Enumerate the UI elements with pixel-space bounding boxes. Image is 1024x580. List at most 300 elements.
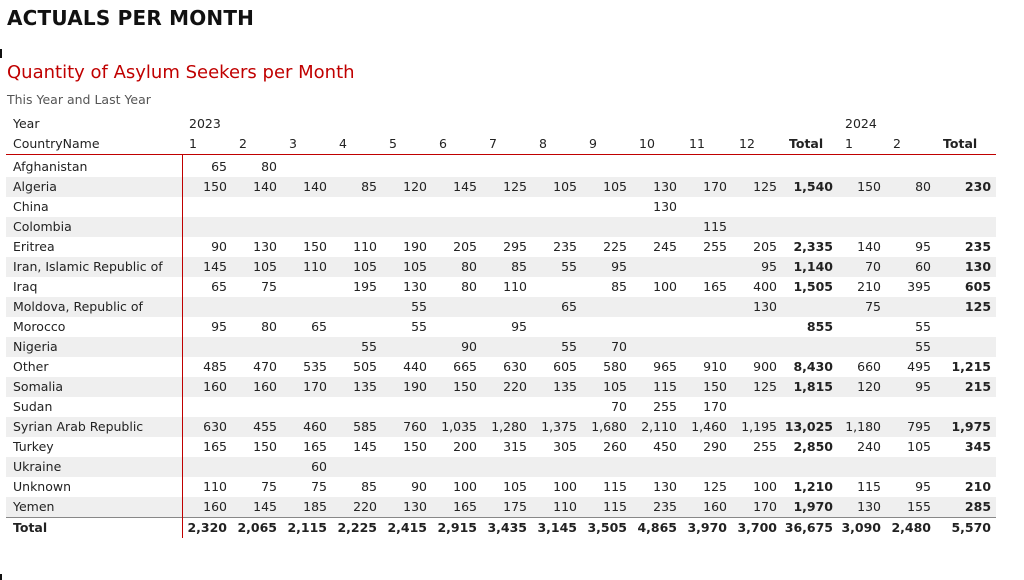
value-cell	[532, 317, 582, 337]
value-cell	[886, 197, 936, 217]
value-cell	[632, 457, 682, 477]
value-cell	[682, 457, 732, 477]
value-cell	[382, 155, 432, 178]
value-cell: 150	[838, 177, 886, 197]
value-cell: 145	[182, 257, 232, 277]
table-row[interactable]	[6, 277, 996, 297]
value-cell: 75	[838, 297, 886, 317]
value-cell: 115	[682, 217, 732, 237]
value-cell: 115	[603, 479, 627, 494]
month-header-2023-11[interactable]: 11	[682, 134, 732, 155]
value-cell: 130	[732, 297, 782, 317]
value-cell	[632, 155, 682, 178]
value-cell	[282, 337, 332, 357]
country-name: Iraq	[6, 277, 182, 297]
value-cell: 130	[403, 279, 427, 294]
value-cell	[532, 155, 582, 178]
value-cell	[332, 297, 382, 317]
table-row[interactable]	[6, 177, 996, 197]
value-cell: 170	[282, 377, 332, 397]
month-header-2024-1[interactable]: 1	[838, 134, 886, 155]
value-cell: 190	[382, 377, 432, 397]
table-row[interactable]	[6, 197, 996, 217]
value-cell: 485	[203, 359, 227, 374]
value-cell: 395	[907, 279, 932, 294]
value-cell: 160	[682, 497, 732, 518]
month-header-2023-12[interactable]: 12	[732, 134, 782, 155]
value-cell: 170	[703, 399, 727, 414]
value-cell	[432, 317, 482, 337]
value-cell	[432, 457, 482, 477]
value-cell	[432, 155, 482, 178]
value-cell: 210	[857, 279, 882, 294]
value-cell: 295	[503, 239, 527, 254]
value-cell: 630	[182, 417, 232, 437]
value-cell	[732, 317, 782, 337]
divider-mark	[0, 49, 2, 58]
value-cell: 185	[282, 497, 332, 518]
country-name: Algeria	[6, 177, 182, 197]
value-cell	[632, 257, 682, 277]
row-total-cell	[936, 397, 996, 417]
row-total-cell	[782, 397, 838, 417]
value-cell: 80	[461, 279, 477, 294]
value-cell: 80	[261, 159, 277, 174]
row-total-cell	[782, 217, 838, 237]
country-name: Moldova, Republic of	[6, 297, 182, 317]
value-cell: 1,680	[582, 417, 632, 437]
value-cell	[182, 397, 232, 417]
value-cell: 580	[603, 359, 627, 374]
value-cell: 120	[838, 377, 886, 397]
value-cell: 135	[332, 377, 382, 397]
value-cell: 105	[503, 479, 527, 494]
value-cell: 255	[653, 399, 677, 414]
row-total-cell: 855	[806, 319, 834, 334]
value-cell: 910	[703, 359, 727, 374]
month-header-2023-1[interactable]: 1	[182, 134, 232, 155]
value-cell	[532, 197, 582, 217]
row-total-cell: 13,025	[782, 417, 838, 437]
value-cell: 190	[403, 239, 427, 254]
value-cell: 460	[282, 417, 332, 437]
table-row[interactable]	[6, 437, 996, 457]
country-name: Colombia	[6, 217, 182, 237]
value-cell: 205	[453, 239, 477, 254]
month-header-2023-4[interactable]: 4	[332, 134, 382, 155]
value-cell	[182, 217, 232, 237]
value-cell: 220	[482, 377, 532, 397]
row-total-cell: 2,850	[793, 439, 834, 454]
matrix-table[interactable]	[6, 114, 996, 538]
country-name: Morocco	[6, 317, 182, 337]
value-cell: 80	[886, 177, 936, 197]
value-cell: 2,065	[232, 518, 282, 539]
value-cell: 70	[611, 399, 627, 414]
value-cell: 90	[432, 337, 482, 357]
value-cell: 175	[482, 497, 532, 518]
value-cell: 95	[732, 257, 782, 277]
value-cell: 155	[886, 497, 936, 518]
value-cell	[682, 317, 732, 337]
value-cell	[232, 217, 282, 237]
value-cell	[382, 457, 432, 477]
value-cell: 105	[382, 257, 432, 277]
value-cell: 130	[632, 177, 682, 197]
value-cell: 145	[432, 177, 482, 197]
value-cell: 125	[703, 479, 727, 494]
value-cell: 105	[332, 257, 382, 277]
row-total-cell	[936, 457, 996, 477]
row-total-cell: 605	[964, 279, 992, 294]
header-row-month	[6, 134, 996, 155]
value-cell	[282, 277, 332, 297]
row-total-cell: 8,430	[793, 359, 834, 374]
value-cell	[282, 155, 332, 178]
value-cell	[432, 297, 482, 317]
value-cell: 235	[632, 497, 682, 518]
table-row[interactable]	[6, 337, 996, 357]
value-cell: 505	[353, 359, 377, 374]
value-cell: 2,225	[332, 518, 382, 539]
value-cell: 105	[532, 177, 582, 197]
value-cell	[382, 397, 432, 417]
value-cell	[282, 197, 332, 217]
row-total-cell: 5,570	[936, 518, 996, 539]
value-cell: 195	[353, 279, 377, 294]
month-header-2023-9[interactable]: 9	[582, 134, 632, 155]
value-cell: 145	[353, 439, 377, 454]
value-cell: 3,435	[482, 518, 532, 539]
value-cell	[332, 197, 382, 217]
table-row[interactable]	[6, 377, 996, 397]
country-name: Turkey	[6, 437, 182, 457]
value-cell	[682, 337, 732, 357]
value-cell: 105	[582, 377, 632, 397]
value-cell: 85	[332, 177, 382, 197]
value-cell: 70	[582, 337, 632, 357]
value-cell	[332, 155, 382, 178]
value-cell: 150	[432, 377, 482, 397]
value-cell	[582, 217, 632, 237]
row-total-cell	[782, 337, 838, 357]
value-cell	[886, 397, 936, 417]
value-cell: 1,195	[732, 417, 782, 437]
value-cell: 150	[403, 439, 427, 454]
row-total-cell: 1,505	[793, 279, 834, 294]
value-cell: 110	[532, 497, 582, 518]
total-header-2023[interactable]: Total	[782, 134, 838, 155]
value-cell	[838, 397, 886, 417]
row-total-cell	[782, 457, 838, 477]
total-row[interactable]	[6, 518, 996, 539]
country-name: Eritrea	[6, 237, 182, 257]
value-cell	[732, 155, 782, 178]
value-cell: 70	[838, 257, 886, 277]
table-row[interactable]	[6, 317, 996, 337]
value-cell: 165	[203, 439, 227, 454]
visual-subtitle: This Year and Last Year	[7, 92, 151, 107]
value-cell: 900	[753, 359, 777, 374]
value-cell: 220	[332, 497, 382, 518]
value-cell	[232, 337, 282, 357]
value-cell	[532, 397, 582, 417]
value-cell: 105	[907, 439, 932, 454]
value-cell	[282, 217, 332, 237]
table-row[interactable]	[6, 457, 996, 477]
value-cell: 110	[282, 257, 332, 277]
value-cell	[182, 197, 232, 217]
value-cell: 125	[482, 177, 532, 197]
value-cell	[282, 397, 332, 417]
value-cell: 120	[382, 177, 432, 197]
value-cell: 305	[553, 439, 577, 454]
row-total-cell: 235	[964, 239, 992, 254]
value-cell	[482, 457, 532, 477]
value-cell: 165	[303, 439, 327, 454]
table-row[interactable]	[6, 155, 996, 178]
value-cell: 140	[282, 177, 332, 197]
table-row[interactable]	[6, 397, 996, 417]
value-cell	[482, 337, 532, 357]
country-name: Sudan	[6, 397, 182, 417]
value-cell	[282, 297, 332, 317]
value-cell: 450	[653, 439, 677, 454]
value-cell: 130	[653, 199, 677, 214]
value-cell	[332, 457, 382, 477]
year-header-2023[interactable]: 2023	[189, 116, 221, 131]
value-cell: 2,915	[432, 518, 482, 539]
value-cell	[732, 337, 782, 357]
country-name: Iran, Islamic Republic of	[6, 257, 182, 277]
value-cell: 95	[511, 319, 527, 334]
table-row[interactable]	[6, 297, 996, 317]
value-cell: 3,145	[532, 518, 582, 539]
row-total-cell: 130	[936, 257, 996, 277]
value-cell	[182, 457, 232, 477]
value-cell: 55	[886, 337, 936, 357]
value-cell	[232, 297, 282, 317]
value-cell: 55	[915, 319, 932, 334]
value-cell: 85	[361, 479, 377, 494]
value-cell	[582, 297, 632, 317]
table-row[interactable]	[6, 357, 996, 377]
value-cell	[682, 197, 732, 217]
value-cell: 150	[182, 177, 232, 197]
value-cell: 160	[232, 377, 282, 397]
value-cell: 60	[886, 257, 936, 277]
value-cell	[432, 197, 482, 217]
row-total-cell: 285	[936, 497, 996, 518]
value-cell: 55	[532, 337, 582, 357]
month-header-2023-3[interactable]: 3	[282, 134, 332, 155]
value-cell	[482, 197, 532, 217]
month-header-2023-8[interactable]: 8	[532, 134, 582, 155]
value-cell: 125	[732, 177, 782, 197]
table-row[interactable]	[6, 217, 996, 237]
value-cell: 470	[253, 359, 277, 374]
value-cell: 80	[432, 257, 482, 277]
month-header-2023-10[interactable]: 10	[632, 134, 682, 155]
value-cell: 1,035	[432, 417, 482, 437]
value-cell	[838, 317, 886, 337]
row-total-cell	[936, 155, 996, 178]
value-cell	[532, 277, 582, 297]
value-cell: 225	[603, 239, 627, 254]
value-cell	[232, 397, 282, 417]
value-cell: 160	[182, 497, 232, 518]
value-cell	[838, 337, 886, 357]
month-header-2023-2[interactable]: 2	[232, 134, 282, 155]
value-cell	[582, 155, 632, 178]
country-name: Syrian Arab Republic	[6, 417, 182, 437]
value-cell	[732, 217, 782, 237]
value-cell	[732, 457, 782, 477]
value-cell: 160	[182, 377, 232, 397]
month-header-2023-5[interactable]: 5	[382, 134, 432, 155]
value-cell	[682, 257, 732, 277]
row-total-cell: 215	[936, 377, 996, 397]
value-cell: 165	[703, 279, 727, 294]
value-cell: 80	[261, 319, 277, 334]
month-header-2024-2[interactable]: 2	[886, 134, 936, 155]
value-cell: 255	[703, 239, 727, 254]
value-cell: 100	[653, 279, 677, 294]
total-row-label: Total	[6, 518, 182, 539]
value-cell	[582, 457, 632, 477]
value-cell: 2,320	[182, 518, 232, 539]
value-cell: 290	[703, 439, 727, 454]
value-cell	[332, 217, 382, 237]
value-cell: 55	[382, 297, 432, 317]
value-cell: 95	[915, 239, 932, 254]
value-cell	[382, 337, 432, 357]
value-cell: 140	[857, 239, 882, 254]
value-cell	[886, 155, 936, 178]
value-cell: 100	[453, 479, 477, 494]
table-row[interactable]	[6, 237, 996, 257]
value-cell	[886, 457, 936, 477]
divider-mark-bottom	[0, 574, 2, 580]
year-label: Year	[13, 116, 40, 131]
country-name: Other	[6, 357, 182, 377]
value-cell: 95	[211, 319, 227, 334]
value-cell	[838, 217, 886, 237]
value-cell: 130	[838, 497, 886, 518]
value-cell: 235	[553, 239, 577, 254]
total-header-grand[interactable]: Total	[936, 134, 996, 155]
value-cell: 90	[211, 239, 227, 254]
value-cell: 255	[753, 439, 777, 454]
value-cell	[432, 397, 482, 417]
row-total-cell	[936, 217, 996, 237]
year-header-2024[interactable]: 2024	[845, 116, 877, 131]
value-cell: 125	[732, 377, 782, 397]
value-cell: 3,505	[582, 518, 632, 539]
value-cell	[632, 317, 682, 337]
value-cell: 440	[403, 359, 427, 374]
value-cell	[886, 297, 936, 317]
row-total-cell	[936, 197, 996, 217]
value-cell: 2,480	[886, 518, 936, 539]
value-cell: 455	[232, 417, 282, 437]
country-label[interactable]: CountryName	[6, 134, 182, 155]
value-cell: 90	[411, 479, 427, 494]
value-cell	[382, 197, 432, 217]
value-cell: 55	[532, 257, 582, 277]
row-total-cell: 210	[964, 479, 992, 494]
value-cell: 85	[482, 257, 532, 277]
value-cell	[232, 197, 282, 217]
value-cell: 145	[232, 497, 282, 518]
matrix-body	[6, 155, 996, 539]
value-cell: 665	[453, 359, 477, 374]
value-cell: 630	[503, 359, 527, 374]
value-cell: 105	[232, 257, 282, 277]
value-cell: 130	[253, 239, 277, 254]
header-row-year	[6, 114, 996, 134]
table-row[interactable]	[6, 417, 996, 437]
value-cell: 2,115	[282, 518, 332, 539]
row-total-cell: 230	[936, 177, 996, 197]
value-cell	[632, 217, 682, 237]
value-cell	[838, 197, 886, 217]
value-cell: 130	[653, 479, 677, 494]
month-header-2023-6[interactable]: 6	[432, 134, 482, 155]
month-header-2023-7[interactable]: 7	[482, 134, 532, 155]
value-cell: 75	[261, 279, 277, 294]
row-total-cell: 2,335	[793, 239, 834, 254]
value-cell: 65	[532, 297, 582, 317]
value-cell: 4,865	[632, 518, 682, 539]
value-cell: 110	[203, 479, 227, 494]
value-cell: 115	[582, 497, 632, 518]
value-cell: 200	[453, 439, 477, 454]
value-cell	[382, 217, 432, 237]
row-total-cell: 36,675	[782, 518, 838, 539]
country-name: Unknown	[6, 477, 182, 497]
row-total-cell: 345	[964, 439, 992, 454]
value-cell	[482, 217, 532, 237]
value-cell	[232, 457, 282, 477]
row-total-cell	[782, 197, 838, 217]
value-cell: 75	[261, 479, 277, 494]
value-cell: 110	[503, 279, 527, 294]
value-cell: 1,375	[532, 417, 582, 437]
row-total-cell: 125	[936, 297, 996, 317]
value-cell: 110	[353, 239, 377, 254]
table-row[interactable]	[6, 257, 996, 277]
value-cell: 400	[753, 279, 777, 294]
value-cell: 585	[332, 417, 382, 437]
table-row[interactable]	[6, 477, 996, 497]
value-cell: 95	[582, 257, 632, 277]
value-cell	[182, 297, 232, 317]
table-row[interactable]	[6, 497, 996, 518]
value-cell: 55	[411, 319, 427, 334]
value-cell: 65	[211, 159, 227, 174]
row-total-cell	[936, 317, 996, 337]
value-cell: 115	[632, 377, 682, 397]
value-cell	[582, 197, 632, 217]
row-total-cell	[782, 297, 838, 317]
row-total-cell: 1,970	[782, 497, 838, 518]
value-cell: 115	[857, 479, 882, 494]
value-cell	[632, 297, 682, 317]
value-cell: 2,110	[632, 417, 682, 437]
value-cell: 130	[382, 497, 432, 518]
value-cell: 135	[532, 377, 582, 397]
